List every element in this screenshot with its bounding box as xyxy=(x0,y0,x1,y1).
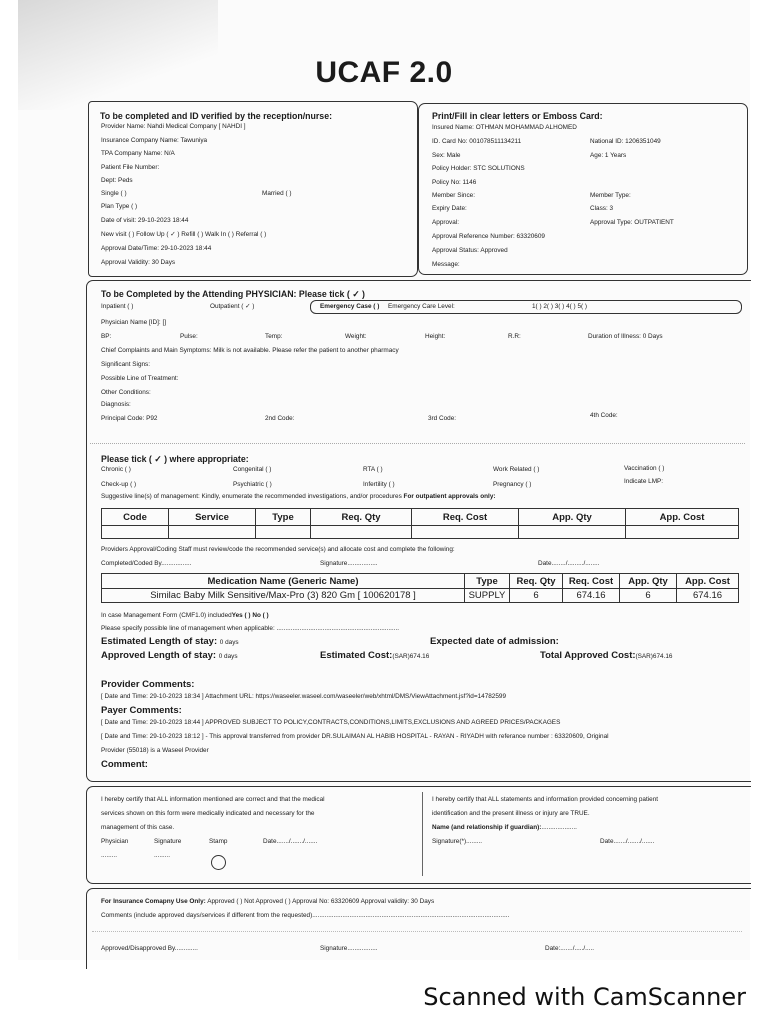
management-form xyxy=(101,613,269,619)
med-type: SUPPLY xyxy=(465,589,510,603)
approved-los-label: Approved Length of stay: xyxy=(101,650,217,661)
vaccination: Vaccination ( ) xyxy=(624,465,665,472)
approval-datetime: Approval Date/Time: 29-10-2023 18:44 xyxy=(101,245,212,252)
duration-of-illness: Duration of Illness: 0 Days xyxy=(588,333,663,340)
physician-certify-2: services shown on this form were medically indicated and necessary for the xyxy=(101,810,315,817)
med-col-app-cost: App. Cost xyxy=(677,574,739,589)
code-2: 2nd Code: xyxy=(265,415,295,422)
insurance-use xyxy=(101,899,434,905)
total-approved-cost xyxy=(540,651,672,661)
payer-comment-1: [ Date and Time: 29-10-2023 18:44 ] APPROVED SUBJECT TO POLICY,CONTRACTS,CONDITIONS,LIMITS,EXCLUSIONS AND AGREED PRICES/PACKAGES xyxy=(101,719,561,726)
physician-certify-1: I hereby certify that ALL information mentioned are correct and that the medical xyxy=(101,796,325,803)
suggestive-bold: For outpatient approvals only: xyxy=(403,493,496,500)
inpatient: Inpatient ( ) xyxy=(101,303,134,310)
tpa-company: TPA Company Name: N/A xyxy=(101,150,175,157)
principal-code: Principal Code: P92 xyxy=(101,415,158,422)
payer-comment-3: Provider (55018) is a Waseel Provider xyxy=(101,747,209,754)
card-heading: Print/Fill in clear letters or Emboss Card: xyxy=(432,111,603,121)
approval-status: Approval Status: Approved xyxy=(432,247,508,254)
insurance-use-label: For Insurance Comapny Use Only: xyxy=(101,898,206,905)
est-los-value: 0 days xyxy=(219,639,239,646)
insured-name: Insured Name: OTHMAN MOHAMMAD ALHOMED xyxy=(432,124,577,131)
patient-name-dots: .................... xyxy=(541,824,577,831)
code-3: 3rd Code: xyxy=(428,415,457,422)
emergency-case: Emergency Case ( ) xyxy=(320,303,380,310)
col-app-cost: App. Cost xyxy=(626,509,739,526)
med-app-qty: 6 xyxy=(620,589,677,603)
dept: Dept: Peds xyxy=(101,177,133,184)
signature-label: Signature xyxy=(154,838,182,845)
med-col-req-cost: Req. Cost xyxy=(563,574,620,589)
certify-divider xyxy=(422,792,423,876)
member-since: Member Since: xyxy=(432,192,475,199)
expected-admission: Expected date of admission: xyxy=(430,636,559,647)
emergency-levels: 1( ) 2( ) 3( ) 4( ) 5( ) xyxy=(532,303,588,310)
age: Age: 1 Years xyxy=(590,152,627,159)
payer-comments-heading: Payer Comments: xyxy=(101,705,182,716)
national-id: National ID: 1206351049 xyxy=(590,138,661,145)
services-table xyxy=(101,508,739,539)
provider-comment-1: [ Date and Time: 29-10-2023 18:34 ] Attachment URL: https://waseeler.waseel.com/waseeler/web/xhtml/DMS/ViewAttachment.jsf?id=14782599 xyxy=(101,693,507,700)
id-card: ID. Card No: 001078511134211 xyxy=(432,138,522,145)
lmp: Indicate LMP: xyxy=(624,478,664,485)
tick-heading: Please tick ( ✓ ) where appropriate: xyxy=(101,454,249,464)
message: Message: xyxy=(432,261,460,268)
class: Class: 3 xyxy=(590,205,614,212)
infertility: Infertility ( ) xyxy=(363,481,395,488)
section-divider xyxy=(90,443,745,444)
total-approved-cost-value: (SAR)674.16 xyxy=(635,653,673,660)
insurance-date: Date:......./...../..... xyxy=(545,945,595,952)
significant-signs: Significant Signs: xyxy=(101,361,151,368)
insurance-comments: Comments (include approved days/services if different from the requested)............................................................................................................... xyxy=(101,912,510,919)
est-los-label: Estimated Length of stay: xyxy=(101,636,218,647)
patient-signature: Signature(*)......... xyxy=(432,838,483,845)
physician-name: Physician Name [ID]: [] xyxy=(101,319,166,326)
rr: R.R: xyxy=(508,333,521,340)
estimated-cost-label: Estimated Cost: xyxy=(320,650,393,661)
checkup: Check-up ( ) xyxy=(101,481,137,488)
med-col-req-qty: Req. Qty xyxy=(510,574,563,589)
col-req-cost: Req. Cost xyxy=(412,509,519,526)
med-col-app-qty: App. Qty xyxy=(620,574,677,589)
married-checkbox: Married ( ) xyxy=(262,190,292,197)
payer-comment-2: [ Date and Time: 29-10-2023 18:12 ] - This approval transferred from provider DR.SULAIMAN AL HABIB HOSPITAL - RAYAN - RIYADH with referance number : 63320609, Original xyxy=(101,733,609,740)
total-approved-cost-label: Total Approved Cost: xyxy=(540,650,636,661)
table-row xyxy=(102,589,739,603)
height: Height: xyxy=(425,333,446,340)
approval-validity: Approval Validity: 30 Days xyxy=(101,259,176,266)
page-shadow xyxy=(18,0,218,110)
patient-file: Patient File Number: xyxy=(101,164,160,171)
possible-line: Possible Line of Treatment: xyxy=(101,375,179,382)
providers-approval: Providers Approval/Coding Staff must review/code the recommended service(s) and allocate cost and complete the following: xyxy=(101,546,455,553)
col-type: Type xyxy=(256,509,311,526)
med-req-qty: 6 xyxy=(510,589,563,603)
insurance-divider xyxy=(92,931,742,932)
comment-heading: Comment: xyxy=(101,759,148,770)
stamp-label: Stamp xyxy=(209,838,228,845)
policy-holder: Policy Holder: STC SOLUTIONS xyxy=(432,165,525,172)
date-of-visit: Date of visit: 29-10-2023 18:44 xyxy=(101,217,189,224)
diagnosis: Diagnosis: xyxy=(101,401,131,408)
completed-by: Completed/Coded By................. xyxy=(101,560,192,567)
med-name: Similac Baby Milk Sensitive/Max-Pro (3) 820 Gm [ 100620178 ] xyxy=(102,589,465,603)
approved-los xyxy=(101,651,238,661)
stamp-circle-icon xyxy=(211,855,226,870)
congenital: Congenital ( ) xyxy=(233,466,272,473)
insurance-company: Insurance Company Name: Tawuniya xyxy=(101,137,208,144)
reception-heading: To be completed and ID verified by the reception/nurse: xyxy=(100,111,333,121)
patient-name-label: Name (and relationship if guardian): xyxy=(432,824,542,831)
physician-label: Physician xyxy=(101,838,129,845)
estimated-cost-value: (SAR)674.16 xyxy=(392,653,430,660)
med-app-cost: 674.16 xyxy=(677,589,739,603)
insurance-signature: Signature................. xyxy=(320,945,378,952)
specify-management: Please specify possible line of management when applicable: ..................................................................... xyxy=(101,625,400,632)
approved-by: Approved/Disapproved By............. xyxy=(101,945,198,952)
form-title: UCAF 2.0 xyxy=(315,56,453,89)
management-yes: Yes ( ) xyxy=(231,612,251,619)
patient-name xyxy=(432,825,577,831)
emergency-level: Emergency Care Level: xyxy=(388,303,455,310)
physician-heading: To be Completed by the Attending PHYSICIAN: Please tick ( ✓ ) xyxy=(101,289,365,299)
col-app-qty: App. Qty xyxy=(519,509,626,526)
coded-signature: Signature................. xyxy=(320,560,378,567)
rta: RTA ( ) xyxy=(363,466,383,473)
coded-date: Date......../........./........ xyxy=(538,560,600,567)
policy-no: Policy No: 1146 xyxy=(432,179,477,186)
psychiatric: Psychiatric ( ) xyxy=(233,481,272,488)
temp: Temp: xyxy=(265,333,283,340)
pregnancy: Pregnancy ( ) xyxy=(493,481,532,488)
approved-los-value: 0 days xyxy=(218,653,238,660)
insurance-use-values: Approved ( ) Not Approved ( ) Approval No: 63320609 Approval validity: 30 Days xyxy=(207,898,435,905)
code-4: 4th Code: xyxy=(590,412,618,419)
single-checkbox: Single ( ) xyxy=(101,190,127,197)
approval-ref: Approval Reference Number: 63320609 xyxy=(432,233,545,240)
estimated-cost xyxy=(320,651,429,661)
est-los xyxy=(101,637,239,647)
sex: Sex: Male xyxy=(432,152,461,159)
chronic: Chronic ( ) xyxy=(101,466,131,473)
approval: Approval: xyxy=(432,219,459,226)
work-related: Work Related ( ) xyxy=(493,466,540,473)
pulse: Pulse: xyxy=(180,333,198,340)
provider-comments-heading: Provider Comments: xyxy=(101,679,195,690)
med-col-type: Type xyxy=(465,574,510,589)
suggestive-management xyxy=(101,494,496,500)
bp: BP: xyxy=(101,333,112,340)
weight: Weight: xyxy=(345,333,367,340)
col-service: Service xyxy=(169,509,256,526)
med-req-cost: 674.16 xyxy=(563,589,620,603)
physician-dots: ......... xyxy=(101,852,117,859)
approval-type: Approval Type: OUTPATIENT xyxy=(590,219,674,226)
col-code: Code xyxy=(102,509,169,526)
physician-date: Date......./......./....... xyxy=(263,838,318,845)
physician-certify-3: management of this case. xyxy=(101,824,175,831)
member-type: Member Type: xyxy=(590,192,631,199)
plan-type: Plan Type ( ) xyxy=(101,203,138,210)
management-no: No ( ) xyxy=(252,612,269,619)
medication-table xyxy=(101,573,739,603)
patient-date: Date......./......./....... xyxy=(600,838,655,845)
scanner-watermark: Scanned with CamScanner xyxy=(423,983,746,1011)
expiry-date: Expiry Date: xyxy=(432,205,467,212)
patient-certify-1: I hereby certify that ALL statements and information provided concerning patient xyxy=(432,796,659,803)
patient-certify-2: identification and the present illness or injury are TRUE. xyxy=(432,810,590,817)
management-form-label: In case Management Form (CMF1.0) included xyxy=(101,612,232,619)
outpatient: Outpatient ( ✓ ) xyxy=(210,303,255,310)
med-col-name: Medication Name (Generic Name) xyxy=(102,574,465,589)
chief-complaints: Chief Complaints and Main Symptoms: Milk is not available. Please refer the patient to another pharmacy xyxy=(101,347,399,354)
other-conditions: Other Conditions: xyxy=(101,389,151,396)
provider-name: Provider Name: Nahdi Medical Company [ NAHDI ] xyxy=(101,123,246,130)
col-req-qty: Req. Qty xyxy=(311,509,412,526)
suggestive-text: Suggestive line(s) of management: Kindly, enumerate the recommended investigations, and/or procedures xyxy=(101,493,402,500)
signature-dots: ......... xyxy=(154,852,170,859)
visit-types: New visit ( ) Follow Up ( ✓ ) Refill ( ) Walk In ( ) Referral ( ) xyxy=(101,231,267,238)
